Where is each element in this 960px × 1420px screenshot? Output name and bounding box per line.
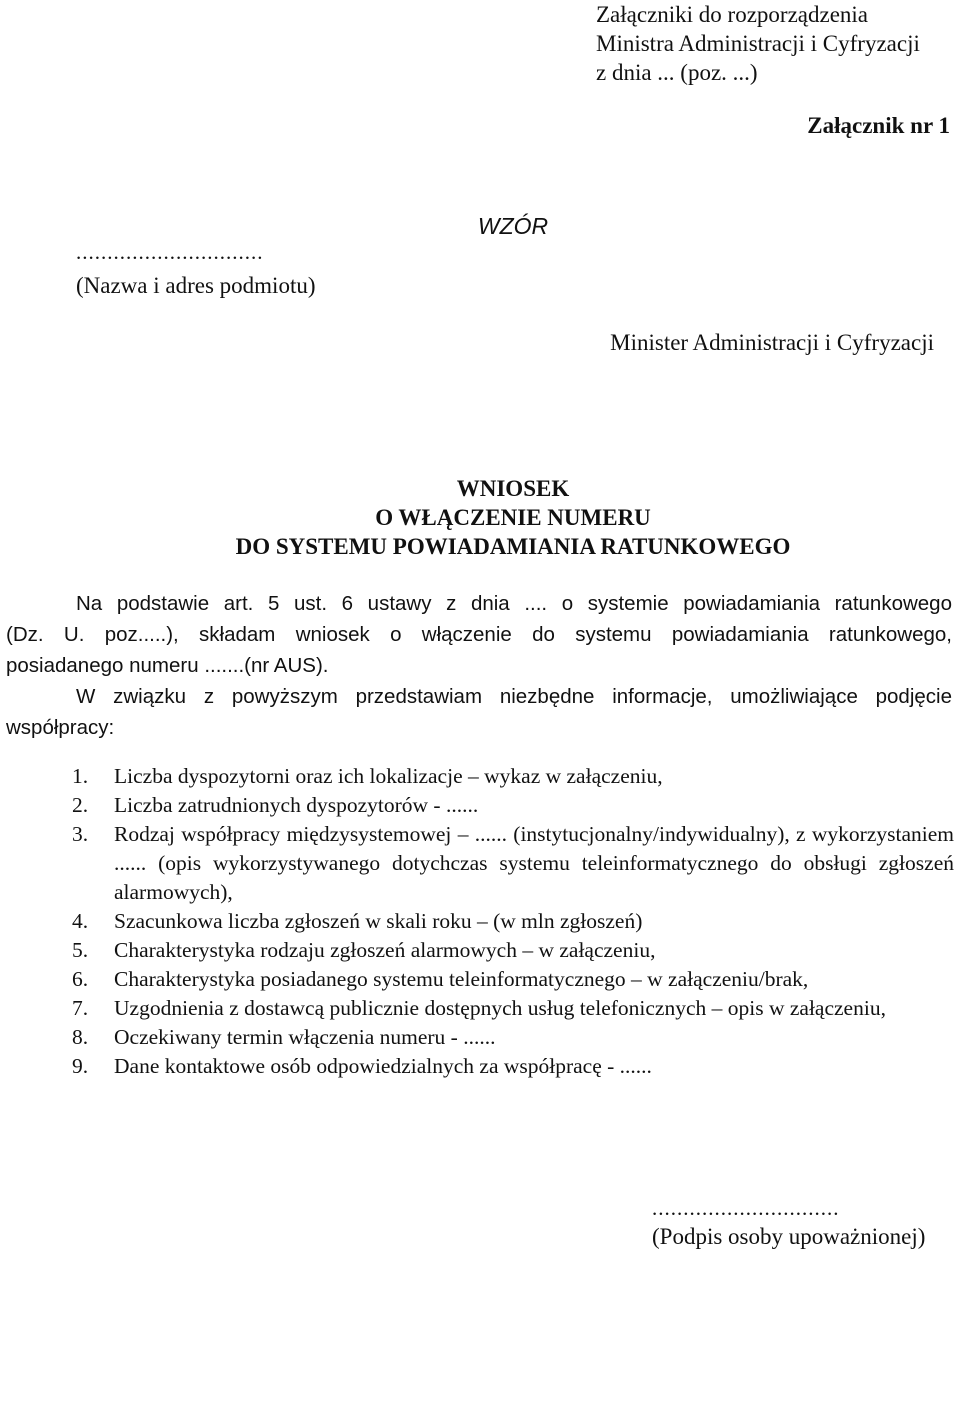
list-item-text: Charakterystyka posiadanego systemu teleinformatycznego – w załączeniu/brak,: [114, 967, 809, 991]
list-item-text: Dane kontaktowe osób odpowiedzialnych za współpracę - ......: [114, 1054, 652, 1078]
list-item: [72, 1052, 954, 1081]
intro-line-3: posiadanego numeru .......(nr AUS).: [6, 654, 329, 677]
information-list: [72, 762, 954, 1081]
list-item-number: 6.: [72, 967, 89, 991]
list-item: [72, 936, 954, 965]
list-item-text: Liczba zatrudnionych dyspozytorów - ......: [114, 793, 479, 817]
list-item-number: 9.: [72, 1054, 89, 1078]
header-line-3: z dnia ... (poz. ...): [596, 60, 758, 85]
list-item-text: Rodzaj współpracy międzysystemowej – ...... (instytucjonalny/indywidualny), z wykorzystaniem ...... (opis wykorzystywanego dotychczas systemu teleinformatycznego do obsługi zgłoszeń alarmowych),: [114, 822, 954, 904]
list-item-number: 3.: [72, 822, 89, 846]
list-item-number: 5.: [72, 938, 89, 962]
list-item: [72, 791, 954, 820]
list-item-number: 8.: [72, 1025, 89, 1049]
list-item: [72, 762, 954, 791]
annex-number: Załącznik nr 1: [807, 113, 950, 138]
intro-line-4: W związku z powyższym przedstawiam niezbędne informacje, umożliwiające podjęcie: [76, 685, 952, 708]
title-line-1: WNIOSEK: [456, 476, 570, 501]
list-item-number: 7.: [72, 996, 89, 1020]
list-item: [72, 994, 954, 1023]
regulation-header: [596, 0, 920, 87]
list-item: [72, 907, 954, 936]
signature-label: (Podpis osoby upoważnionej): [652, 1224, 926, 1249]
template-label: WZÓR: [477, 213, 549, 239]
intro-line-5: współpracy:: [6, 716, 115, 739]
application-title: [0, 474, 960, 561]
list-item-text: Liczba dyspozytorni oraz ich lokalizacje – wykaz w załączeniu,: [114, 764, 663, 788]
applicant-placeholder-dots: ..............................: [76, 240, 264, 264]
list-item-text: Uzgodnienia z dostawcą publicznie dostępnych usług telefonicznych – opis w załączeniu,: [114, 996, 886, 1020]
header-line-2: Ministra Administracji i Cyfryzacji: [596, 31, 920, 56]
applicant-label: (Nazwa i adres podmiotu): [76, 273, 316, 298]
header-line-1: Załączniki do rozporządzenia: [596, 2, 869, 27]
list-item: [72, 1023, 954, 1052]
list-item-text: Oczekiwany termin włączenia numeru - ......: [114, 1025, 496, 1049]
list-item-number: 1.: [72, 764, 89, 788]
addressee: Minister Administracji i Cyfryzacji: [610, 330, 934, 355]
list-item: [72, 965, 954, 994]
list-item-number: 4.: [72, 909, 89, 933]
title-line-2: O WŁĄCZENIE NUMERU: [375, 505, 651, 530]
list-item-text: Charakterystyka rodzaju zgłoszeń alarmowych – w załączeniu,: [114, 938, 656, 962]
intro-text: [6, 588, 952, 743]
intro-line-2: (Dz. U. poz.....), składam wniosek o włączenie do systemu powiadamiania ratunkowego,: [6, 623, 952, 646]
intro-line-1: Na podstawie art. 5 ust. 6 ustawy z dnia .... o systemie powiadamiania ratunkowego: [76, 592, 952, 615]
title-line-3: DO SYSTEMU POWIADAMIANIA RATUNKOWEGO: [235, 534, 791, 559]
signature-placeholder-dots: ..............................: [652, 1196, 840, 1220]
list-item: [72, 820, 954, 907]
list-item-text: Szacunkowa liczba zgłoszeń w skali roku – (w mln zgłoszeń): [114, 909, 643, 933]
list-item-number: 2.: [72, 793, 89, 817]
